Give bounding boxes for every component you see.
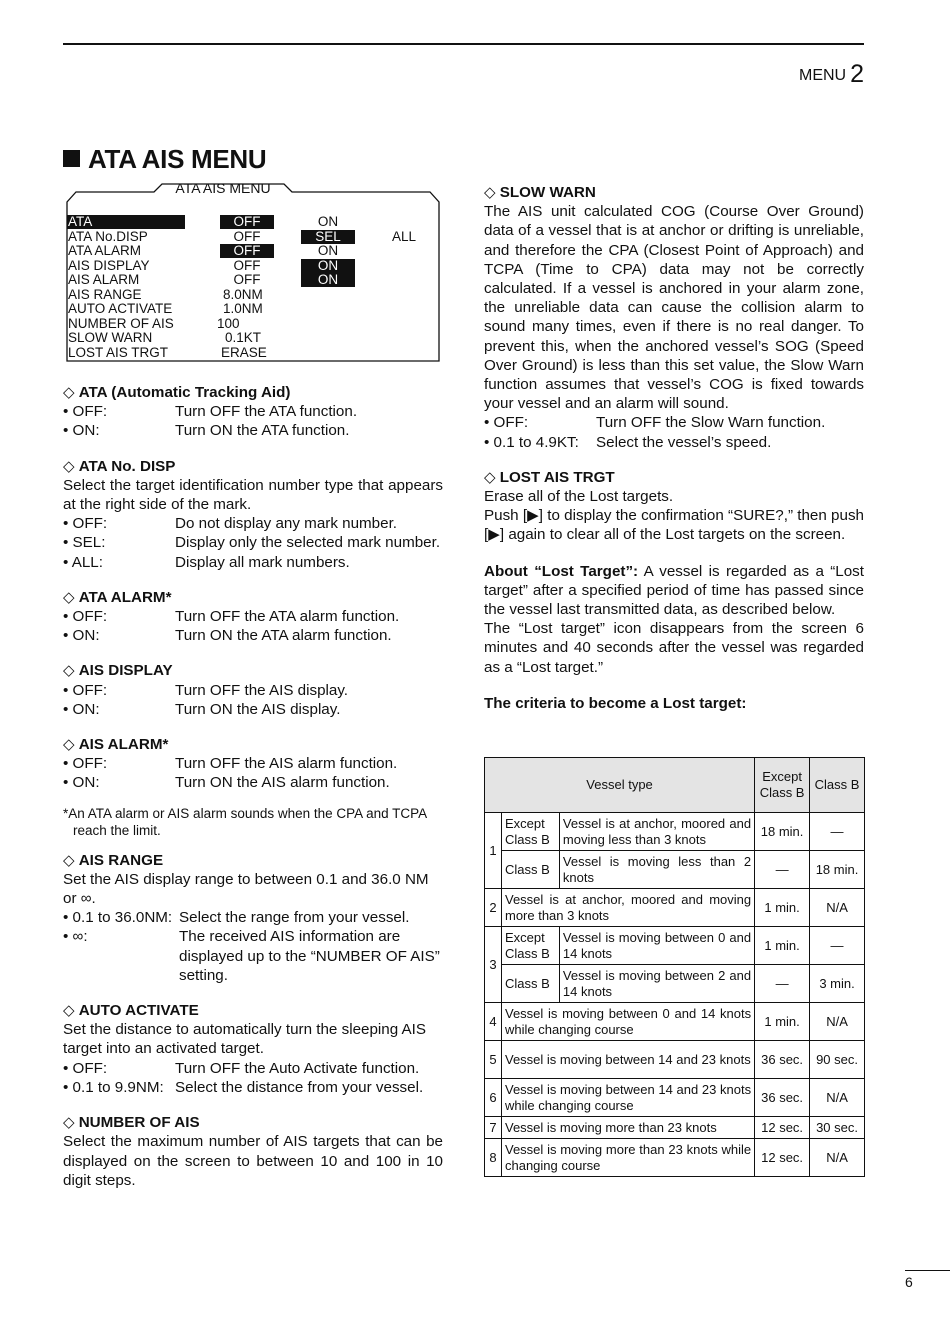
section-text: Erase all of the Lost targets.: [484, 488, 674, 506]
option-item: • 0.1 to 36.0NM: Select the range from your vessel.: [63, 909, 410, 927]
page-title: [63, 144, 266, 175]
table-row: 8 Vessel is moving more than 23 knots while changing course 12 sec. N/A: [485, 1139, 865, 1177]
option-item: • 0.1 to 9.9NM: Select the distance from your vessel.: [63, 1078, 424, 1096]
menu-option: ON: [317, 243, 339, 258]
section-heading: ◇ ATA ALARM*: [63, 588, 172, 606]
diamond-icon: ◇: [63, 736, 75, 754]
table-row: Class B Vessel is moving between 2 and 14 knots — 3 min.: [485, 965, 865, 1003]
menu-value: OFF: [233, 257, 261, 273]
menu-option: SEL: [301, 230, 355, 244]
section-heading: ◇ ATA No. DISP: [63, 457, 176, 475]
footnote: *An ATA alarm or AIS alarm sounds when the CPA and TCPA reach the limit.: [63, 805, 427, 838]
diamond-icon: ◇: [63, 384, 75, 401]
section-text: Push [▶] to display the confirmation “SURE?,” then push [▶] again to clear all of the Lost targets on the screen.: [484, 507, 864, 544]
section-text: Set the AIS display range to between 0.1 and 36.0 NM or ∞.: [63, 870, 429, 908]
option-item: • ALL: Display all mark numbers.: [63, 553, 350, 571]
criteria-heading: The criteria to become a Lost target:: [484, 694, 747, 712]
diamond-icon: ◇: [63, 1002, 75, 1020]
left-column: [63, 383, 443, 1190]
section-text: Select the maximum number of AIS targets that can be displayed on the screen to between 10 and 100 in 10 digit steps.: [63, 1133, 443, 1189]
table-row: 5 Vessel is moving between 14 and 23 knots 36 sec. 90 sec.: [485, 1041, 865, 1079]
section-heading: ◇ AUTO ACTIVATE: [63, 1002, 199, 1020]
section-text: The AIS unit calculated COG (Course Over Ground) data of a vessel that is at anchor or drifting is unreliable, and therefore the CPA (Closest Point of Approach) and TCPA (Time to CPA) data may not be correctly calculated. If a vessel is anchored in your alarm zone, the unreliable data can cause the collision alarm to sound many times, even if there is no real danger. To prevent this, when the anchored vessel’s SOG (Speed Over Ground) is less than this set value, the Slow Warn function assumes that vessel’s COG is fixed towards your vessel and an alarm will sound.: [484, 203, 864, 413]
section-label: MENU: [798, 67, 847, 84]
about-lost-target-2: The “Lost target” icon disappears from the screen 6 minutes and 40 seconds after the vessel was regarded as a “Lost target.”: [484, 620, 864, 676]
menu-label: AUTO ACTIVATE: [68, 301, 173, 316]
table-row: 6 Vessel is moving between 14 and 23 knots while changing course 36 sec. N/A: [485, 1079, 865, 1117]
option-item: • OFF: Do not display any mark number.: [63, 515, 398, 533]
section-heading: ◇ AIS RANGE: [63, 851, 164, 869]
page-number: 6: [905, 1274, 913, 1290]
option-item: • 0.1 to 4.9KT: Select the vessel’s speed.: [484, 433, 772, 451]
table-row: Class B Vessel is moving less than 2 knots — 18 min.: [485, 851, 865, 889]
table-row: 3 Except Class B Vessel is moving between 0 and 14 knots 1 min. —: [485, 927, 865, 965]
option-item: • ON: Turn ON the AIS alarm function.: [63, 774, 390, 792]
right-column: [484, 183, 864, 713]
menu-option: ON: [301, 259, 355, 273]
table-row: 2 Vessel is at anchor, moored and moving more than 3 knots 1 min. N/A: [485, 889, 865, 927]
menu-label: LOST AIS TRGT: [68, 344, 169, 360]
about-lost-target: About “Lost Target”: A vessel is regarded as a “Lost target” after a specified period of time has passed since the vessel last transmitted data, as described below.: [484, 562, 864, 619]
diamond-icon: ◇: [484, 184, 496, 201]
diamond-icon: ◇: [63, 588, 75, 606]
option-item: • ON: Turn ON the ATA function.: [63, 422, 350, 440]
menu-label: AIS DISPLAY: [68, 257, 150, 273]
menu-value: 1.0NM: [223, 301, 263, 316]
page-number-rule: [905, 1270, 950, 1271]
option-item: • OFF: Turn OFF the ATA alarm function.: [63, 608, 400, 626]
option-item: • OFF: Turn OFF the Auto Activate function.: [63, 1059, 420, 1077]
section-heading: ◇ ATA (Automatic Tracking Aid): [63, 384, 291, 401]
header-class-b: Class B: [810, 758, 865, 813]
option-item: • SEL: Display only the selected mark number.: [63, 534, 441, 552]
section-number: 2: [850, 60, 864, 88]
section-header: [799, 60, 864, 89]
menu-value: 0.1KT: [225, 330, 262, 345]
menu-label: NUMBER OF AIS: [68, 315, 174, 331]
menu-label: ATA: [67, 215, 185, 229]
menu-label: AIS RANGE: [68, 286, 142, 302]
option-item: • OFF: Turn OFF the ATA function.: [63, 403, 358, 421]
menu-value: 8.0NM: [223, 286, 263, 302]
menu-label: SLOW WARN: [68, 330, 153, 345]
menu-value: OFF: [220, 215, 274, 229]
menu-screen: [66, 182, 440, 362]
menu-label: ATA No.DISP: [68, 228, 148, 244]
top-rule: [63, 43, 864, 45]
diamond-icon: ◇: [63, 457, 75, 475]
section-text: Select the target identification number type that appears at the right side of the mark.: [63, 476, 443, 514]
option-item: • OFF: Turn OFF the AIS display.: [63, 681, 349, 699]
section-heading: ◇ SLOW WARN: [484, 184, 596, 201]
menu-value: OFF: [233, 272, 261, 287]
menu-title: ATA AIS MENU: [175, 180, 271, 196]
table-row: 7 Vessel is moving more than 23 knots 12 sec. 30 sec.: [485, 1117, 865, 1139]
diamond-icon: ◇: [63, 662, 75, 680]
diamond-icon: ◇: [63, 851, 75, 869]
header-vessel-type: Vessel type: [485, 758, 755, 813]
menu-option-2: ALL: [392, 228, 417, 244]
table-row: 1 Except Class B Vessel is at anchor, moored and moving less than 3 knots 18 min. —: [485, 813, 865, 851]
menu-label: ATA ALARM: [68, 243, 142, 258]
option-item: • ON: Turn ON the ATA alarm function.: [63, 627, 392, 645]
menu-value: ERASE: [221, 344, 267, 360]
menu-value: OFF: [220, 244, 274, 258]
option-item: • ON: Turn ON the AIS display.: [63, 700, 341, 718]
header-except-class-b: Except Class B: [755, 758, 810, 813]
section-heading: ◇ NUMBER OF AIS: [63, 1114, 200, 1132]
option-item: • OFF: Turn OFF the AIS alarm function.: [63, 755, 398, 773]
section-heading: ◇ AIS ALARM*: [63, 736, 169, 754]
page-title-text: ATA AIS MENU: [88, 144, 267, 174]
menu-option: ON: [301, 273, 355, 287]
diamond-icon: ◇: [63, 1114, 75, 1132]
section-heading: ◇ AIS DISPLAY: [63, 662, 173, 680]
menu-option: ON: [317, 214, 339, 229]
menu-value: 100: [217, 315, 240, 331]
diamond-icon: ◇: [484, 468, 496, 486]
section-text: Set the distance to automatically turn the sleeping AIS target into an activated target.: [63, 1021, 427, 1058]
menu-value: OFF: [233, 228, 261, 244]
option-item: • OFF: Turn OFF the Slow Warn function.: [484, 414, 826, 432]
criteria-table: [484, 757, 865, 1177]
table-row: 4 Vessel is moving between 0 and 14 knots while changing course 1 min. N/A: [485, 1003, 865, 1041]
square-bullet-icon: [63, 150, 80, 167]
option-item: • ∞: The received AIS information are displayed up to the “NUMBER OF AIS” setting.: [63, 928, 440, 984]
section-heading: ◇ LOST AIS TRGT: [484, 468, 615, 486]
menu-label: AIS ALARM: [68, 272, 140, 287]
